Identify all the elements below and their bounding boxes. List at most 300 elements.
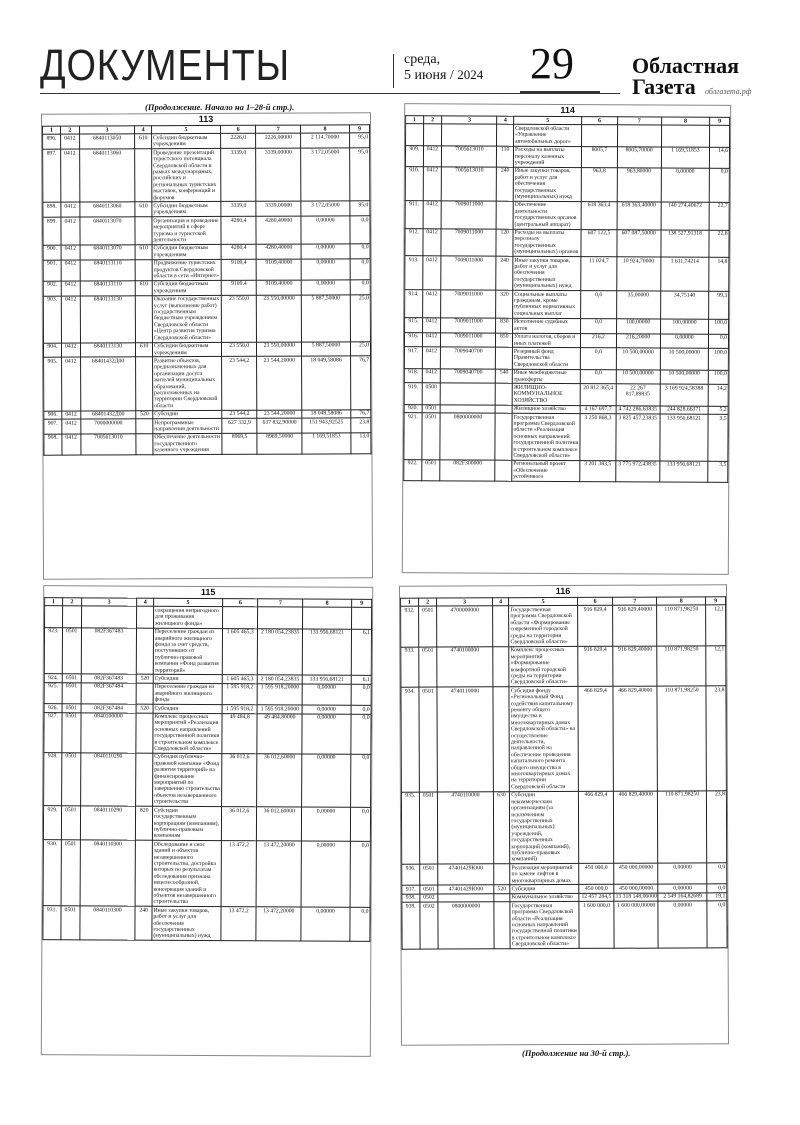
table-cell: 0412 [61,357,80,410]
table-cell [438,894,493,903]
table-cell: Иные закупки товаров, работ и услуг для обеспечения государственных (муниципальных) нужд [513,167,582,201]
table-cell: 902. [43,281,61,296]
table-cell: Иные закупки товаров, работ и услуг для обеспечения государственных (муниципальных) нужд [152,906,221,940]
table-cell: 1 595 918,2 [222,705,258,714]
table-cell: 2 180 054,23835 [258,675,303,684]
column-header: 6 [220,125,256,134]
panel-page-number: 113 [198,113,214,125]
table-cell: 3 169 924,58388 [660,384,709,405]
table-cell: 2226,0 [220,134,256,149]
table-cell: 4280,4 [221,244,257,259]
table-cell: 10 500,00000 [660,348,709,369]
table-cell: 7009011000 [441,256,496,290]
table-cell: 8969,50000 [257,433,302,454]
table-cell: 0,0 [581,318,616,333]
table-cell: 1 595 918,20000 [258,684,303,705]
table-cell: 607 122,5 [581,229,616,257]
page-number-rule [520,91,600,94]
table-cell: 22 267 817,89835 [616,384,660,405]
table-row [43,840,370,908]
table-cell: 68401432Д00 [80,357,136,410]
table-cell: 1 169,51853 [302,433,351,454]
table-cell: 7009011000 [441,201,496,229]
column-header: 3 [81,598,137,607]
table-cell: 913. [405,256,423,290]
table-cell: 607 087,50000 [616,229,660,257]
table-cell: 6840113050 [79,134,135,149]
table-cell: 18 049,58086 [302,356,351,409]
column-header: 6 [582,117,617,126]
table-cell: 082F367483 [81,674,137,683]
table-cell: 110 871,98250 [658,791,707,864]
table-cell [136,683,153,704]
table-cell: 0412 [422,318,441,333]
table-cell: 14,8 [709,257,729,291]
table-cell: 23 550,0 [221,295,257,342]
column-header: 9 [710,117,730,126]
table-cell: 0800000000 [438,902,493,949]
table-cell: 133 956,68121 [660,414,709,461]
table-panel-114 [402,103,731,575]
table-cell: 110 [497,146,514,167]
column-header: 5 [154,598,223,607]
table-cell [496,405,513,413]
table-cell: Обеспечение деятельности государственных органов (центральный аппарат) [513,201,581,229]
table-cell: 4700000000 [437,606,492,647]
table-cell: 0,00000 [302,684,351,705]
table-cell: 927. [44,712,62,753]
table-row [405,145,729,168]
table-cell: 36 012,60000 [257,807,302,841]
table-cell: Субсидия фонду «Региональный Фонд содействия капитальному ремонту общего имущества в многоквартирных домах Свердловской области» на осуществление деятельности, направленной на обеспечение проведения капитального ремонта общего имущества в многоквартирных домах на территории Свердловской области [509,687,578,792]
table-cell: Расходы на выплаты персоналу казенных учреждений [513,146,581,168]
table-cell: 8005,7 [582,146,617,167]
column-header: 2 [60,126,79,134]
table-cell: 9109,40000 [257,280,302,295]
table-cell: 899. [43,217,61,245]
table-cell [442,124,497,146]
table-cell: 23 544,20000 [257,356,302,409]
table-cell: 1 595 918,20000 [258,705,303,714]
column-header: 5 [151,125,220,134]
column-header: 1 [406,116,424,124]
table-cell: 0501 [418,606,437,647]
table-cell: 95,0 [350,201,370,216]
table-cell: Субсидии [510,885,579,894]
table-cell: 7009040700 [441,368,496,383]
table-cell: 637 832,90000 [257,418,302,433]
table-cell: 7009011000 [441,228,496,256]
table-cell: 963,8 [582,167,617,201]
table-cell: 1 611,74214 [660,257,709,291]
table-cell: Субсидии бюджетным учреждениям [152,134,221,149]
table-cell: 897. [43,149,61,202]
table-cell: 082F367483 [81,627,137,674]
table-cell: 0412 [423,201,442,229]
table-cell: 0,0 [581,291,616,319]
table-cell [136,713,153,754]
table-row [43,806,370,842]
table-cell: 3,5 [708,414,728,461]
table-cell: 240 [497,167,514,201]
table-cell: ЖИЛИЩНО-КОММУНАЛЬНОЕ ХОЗЯЙСТВО [512,384,580,406]
table-row [44,753,371,808]
panel-page-number: 114 [560,104,575,116]
table-cell: 1 169,51853 [661,147,710,168]
table-cell: Жилищное хозяйство [512,405,580,414]
table-cell: Переселение граждан из аварийного жилищного фонда за счет средств, поступивших от публично-правовой компании «Фонд развития территорий» [153,628,222,675]
table-row [43,280,370,296]
table-cell [137,628,154,675]
table-cell: 0,00000 [302,754,351,808]
table-cell: 0501 [62,704,81,713]
table-cell [135,149,152,202]
table-cell: 4740110000 [437,687,493,792]
table-cell: 610 [135,202,152,217]
table-cell: 627 332,9 [222,418,258,433]
table-cell: 912. [405,228,423,256]
table-cell: 901. [43,260,61,281]
table-row [43,148,370,203]
table-cell: Субсидии бюджетным учреждениям [152,280,221,295]
column-header: 2 [62,598,81,607]
table-cell: 0,0 [350,841,370,907]
table-cell: Продвижение туристских продуктов Свердловской области в сети «Интернет» [152,259,221,281]
table-cell: 963,80000 [617,168,661,202]
table-cell: 466 829,40000 [614,791,659,864]
table-cell: 916 829,40000 [613,605,657,646]
table-cell: Субсидия публично-правовой компании «Фонд развития территорий» на финансирование мероприятий по завершению строительства объектов незавершенного строительства [154,754,220,806]
table-cell [617,125,661,146]
table-cell: 0,0 [707,863,727,884]
table-cell: 0840110300 [80,840,136,906]
table-row [404,368,728,385]
table-cell: 0,00000 [660,334,709,349]
table-cell: 3 201 383,5 [580,460,615,481]
table-row [43,295,370,343]
column-header: 6 [223,599,259,608]
table-cell: 914. [405,290,423,318]
table-cell: 0501 [419,886,438,894]
table-cell: 23 544,2 [221,357,257,410]
table-cell [493,687,510,792]
table-cell: Субсидии некоммерческим организациям (за исключением государственных (муниципальных) учреждений, государственных корпораций (компаний), публично-правовых компаний) [510,791,579,864]
table-cell: 7005613010 [81,434,137,455]
table-cell: Проведение презентаций туристского потенциала Свердловской области в рамках международных, российских и региональных туристских выставок, конференций и форумов [152,149,221,203]
table-cell: 36 012,6 [221,807,257,841]
table-cell: 0412 [60,134,79,149]
table-cell: 0412 [422,347,441,368]
table-cell: 23 550,00000 [257,342,302,357]
table-cell: 110 871,98250 [657,686,706,791]
table-cell: 6840113130 [80,296,136,343]
table-cell: 100,0 [708,349,728,370]
table-cell: 911. [405,201,423,229]
table-cell: Государственная программа Свердловской области «Формирование современной городской среды на территории Свердловской области» [509,606,578,647]
column-header: 3 [442,116,497,125]
table-cell: 6840113060 [80,202,136,217]
table-row [401,686,726,792]
table-cell: 466 829,4 [578,687,614,792]
table-cell: 0,00000 [661,168,710,202]
table-cell: 23 550,00000 [257,295,302,342]
table-cell: 10 924,70000 [616,257,660,291]
table-cell: 929. [43,806,61,840]
table-cell: 49 484,8 [222,713,258,754]
table-cell: 898. [43,203,61,218]
page-number: 29 [530,39,574,88]
table-cell: 909. [405,145,423,166]
table-cell [135,217,152,245]
table-cell: 6840113110 [80,281,136,296]
table-cell [136,295,153,342]
table-cell: 921. [404,413,422,460]
table-cell: 133 956,68121 [302,629,351,676]
table-cell: 244 828,66371 [660,406,709,415]
table-cell: 6840113130 [80,342,136,357]
table-cell: 36 012,6 [221,754,257,807]
issue-date: 5 июня / 2024 [404,67,484,83]
table-cell: 4740100000 [437,647,492,688]
table-cell [423,124,442,145]
table-cell: 0412 [61,343,80,358]
table-cell: 23,8 [706,686,726,791]
table-row [43,244,370,260]
table-cell: 520 [137,675,154,683]
table-cell: 933. [401,647,419,688]
issue-day: среда, [404,52,441,67]
table-cell: 3 172,05000 [301,148,350,201]
table-cell: 3339,0 [221,202,257,217]
table-cell: 216,20000 [616,333,660,348]
table-cell: 0412 [422,290,441,318]
table-cell: 34,75140 [660,291,709,319]
table-cell: 35,00000 [616,291,660,319]
column-header: 2 [418,598,437,606]
panel-page-number: 115 [200,586,216,598]
table-cell: 0,0 [350,807,370,841]
table-row [405,317,729,334]
table-cell: 100,0 [709,319,729,334]
column-header: 9 [706,597,726,605]
table-cell: 0,00000 [302,705,351,714]
table-cell: Региональный проект «Обеспечение устойчивого [512,460,580,482]
table-cell: 820 [136,806,153,840]
table-cell: 0840110300 [80,906,136,940]
table-cell [492,606,509,647]
column-header: 9 [349,125,369,133]
table-cell: 919. [404,383,422,404]
table-panel-113 [41,112,373,579]
table-cell: 082F367484 [81,683,137,705]
table-cell: 2 180 054,23835 [258,628,303,675]
table-cell: 0412 [62,411,81,419]
table-cell: 0412 [423,228,442,256]
table-cell: 916. [404,332,422,347]
column-header: 2 [423,116,442,125]
issue-year: 2024 [457,67,484,82]
table-cell: 0501 [421,413,440,460]
table-cell: Непрограммные направления деятельности [153,418,222,433]
table-cell: Реализация мероприятий по замене лифтов в многоквартирных домах [510,864,579,886]
table-cell: 0501 [419,687,438,792]
table-cell [496,384,513,405]
table-cell: 25,0 [350,341,370,356]
table-cell: 0412 [61,281,80,296]
continuation-top: (Продолжение. Начало на 1–28-й стр.). [145,102,295,112]
table-cell: 610 [135,281,152,296]
table-cell: 0,0 [707,884,727,892]
table-cell: 5 887,50000 [301,295,350,342]
brand-name-line2: Газета [632,74,696,99]
table-cell: 25,0 [350,295,370,342]
table-cell: 9109,40000 [257,259,302,280]
table-cell: 3 825 457,23835 [615,414,659,461]
table-cell: сокращения непригодного для проживания жилищного фонда» [153,607,222,629]
table-cell: 0,00000 [301,216,350,244]
table-cell: 0501 [61,753,80,806]
table-cell: 904. [43,343,61,358]
table-cell: 0840100000 [81,712,137,753]
table-cell: 928. [44,753,62,806]
table-cell: Субсидии бюджетным учреждениям [152,244,221,259]
table-cell: 450 000,0 [579,864,614,885]
table-cell: 0501 [62,683,81,704]
table-cell: 540 [496,369,513,384]
column-header: 7 [617,117,661,126]
brand-site: облгазета.рф [705,87,752,96]
table-cell: 0,0 [350,244,370,259]
table-cell: 0,00000 [301,807,350,841]
table-cell: 7005613010 [442,145,497,167]
table-row [401,646,726,688]
table-cell: 520 [136,410,153,418]
table-cell: 36 012,60000 [257,754,302,807]
table-cell: 1 600 000,00000 [614,901,658,948]
table-row [43,259,370,282]
table-cell: 1 605 465,3 [222,675,258,684]
table-cell [222,607,258,628]
table-row [404,332,728,349]
table-cell: Оказание государственных услуг (выполнение работ) государственным бюджетным учреждением Свердловской области «Центр развития туризма Свердловской области» [152,295,221,342]
table-cell: 0,00000 [658,884,707,893]
table-cell: 450 000,00000 [614,863,658,884]
table-cell: 6840113070 [80,245,136,260]
table-cell [440,404,495,413]
table-cell: 23,8 [351,418,371,433]
table-cell: Субсидии бюджетным учреждениям [152,342,221,357]
column-header: 4 [137,598,154,606]
table-cell: 23 544,2 [222,410,258,419]
table-row [45,606,372,629]
table-cell: 0501 [62,674,81,683]
table-cell [582,125,617,146]
table-cell: 4280,40000 [256,216,301,244]
table-row [44,712,371,754]
table-cell: 6,1 [351,629,371,676]
table-cell: 216,2 [581,333,616,348]
table-cell: 19,1 [707,893,727,901]
table-cell: 120 [496,229,513,257]
table-cell: 49 484,80000 [257,713,302,754]
column-header: 3 [79,126,135,135]
table-cell: 0501 [421,460,440,481]
table-cell [492,647,509,688]
table-cell: 0,00000 [301,280,350,295]
table-cell: 151 943,92525 [302,418,351,433]
table-cell: 0,0 [709,168,729,202]
table-cell: 0,0 [581,348,616,369]
table-cell: 22,8 [709,230,729,258]
column-header: 4 [135,126,152,134]
table-cell: 9109,4 [221,259,257,280]
column-header: 6 [577,597,612,606]
table-cell [497,201,514,229]
table-cell: 916 829,4 [577,606,613,647]
table-cell: 920. [404,404,422,412]
table-cell [81,606,137,628]
table-cell: 7009011000 [441,290,496,318]
table-cell: 8005,70000 [617,146,661,167]
table-cell: Организация и проведение мероприятий в сфере туризма и туристской деятельности [152,217,221,245]
table-cell: 934. [401,687,419,792]
column-header: 7 [258,599,303,608]
table-cell: 4 167 697,7 [580,405,615,414]
table-cell: 0,00000 [302,713,351,754]
table-cell: 6840113070 [80,217,136,245]
table-cell: 95,0 [349,133,369,148]
table-cell: 915. [405,317,423,332]
table-cell: 905. [44,358,62,411]
column-header: 1 [43,126,61,134]
table-cell: Расходы на выплаты персоналу государственных (муниципальных) органов [513,229,581,257]
table-cell: 908. [44,434,62,455]
table-cell: 910. [405,166,423,200]
table-cell: 0840110290 [80,753,136,807]
table-cell: Развитие объектов, предназначенных для организации досуга жителей муниципальных образований, расположенных на территории Свердловской области [152,357,221,411]
column-header: 8 [661,117,710,126]
table-cell: 7000000000 [80,419,136,434]
table-cell: Переселение граждан из аварийного жилищного фонда [153,683,222,705]
table-row [43,133,370,149]
table-cell: 923. [44,627,62,674]
table-cell: 926. [44,704,62,712]
table-cell: 76,7 [351,409,371,417]
table-cell [495,460,512,481]
table-cell: 0,0 [350,280,370,295]
table-cell: 0501 [61,840,80,906]
table-cell: 0,0 [351,705,371,714]
table-cell: 100,0 [708,370,728,385]
table-cell: Социальные выплаты гражданам, кроме публичных нормативных социальных выплат [513,290,581,318]
table-cell [137,607,154,628]
table-cell: 932. [401,607,419,648]
table-cell: 907. [44,419,62,434]
table-cell: 0501 [62,712,81,753]
table-cell: 18 049,58086 [302,410,351,419]
table-cell: 0412 [423,145,442,166]
table-cell: 903. [43,296,61,343]
table-cell: 0,0 [351,714,371,755]
table-cell: Государственная программа Свердловской области «Реализация основных направлений государственной политики в строительном комплексе Свердловской области» [510,902,579,949]
table-cell: 0502 [420,902,439,949]
table-cell: 4 742 286,63835 [616,405,660,414]
table-cell: 0502 [420,894,439,902]
table-row [406,124,730,147]
table-cell: 140 274,40672 [661,202,710,230]
table-cell: 6840113110 [80,260,136,281]
table-cell: 3 172,05000 [301,201,350,216]
